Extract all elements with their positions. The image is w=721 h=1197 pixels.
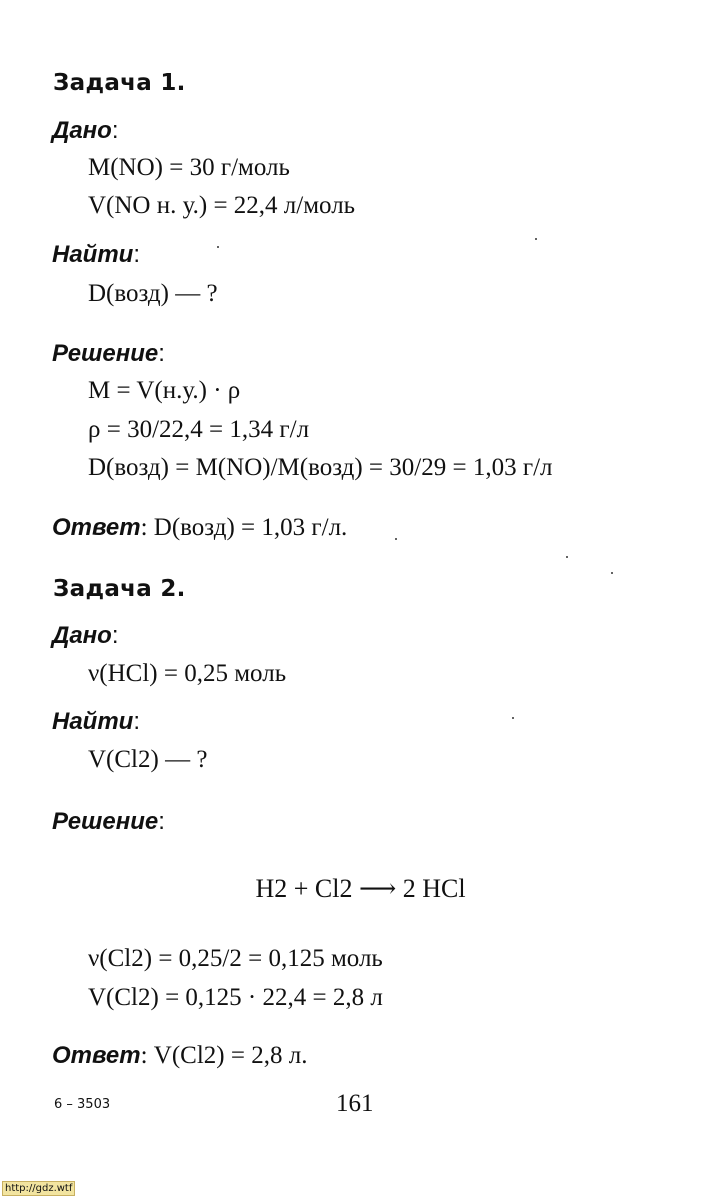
source-url-link[interactable]: http://gdz.wtf bbox=[2, 1181, 75, 1196]
task1-given-label: Дано: bbox=[52, 117, 119, 144]
task2-solution-label: Решение: bbox=[52, 808, 165, 835]
task1-answer: Ответ: D(возд) = 1,03 г/л. bbox=[52, 514, 348, 541]
task1-given-line: M(NO) = 30 г/моль bbox=[88, 154, 290, 181]
task1-solution-label: Решение: bbox=[52, 340, 165, 367]
reaction-equation: H2 + Cl2 ⟶ 2 HCl bbox=[255, 874, 466, 903]
scan-speck bbox=[611, 572, 613, 574]
task2-solution-line: V(Cl2) = 0,125 · 22,4 = 2,8 л bbox=[88, 984, 383, 1011]
task2-find-line: V(Cl2) — ? bbox=[88, 746, 208, 773]
task1-find-label: Найти: bbox=[52, 241, 141, 268]
scan-speck bbox=[566, 556, 568, 558]
task2-title: Задача 2. bbox=[53, 576, 186, 602]
task2-solution-line: ν(Cl2) = 0,25/2 = 0,125 моль bbox=[88, 945, 383, 972]
task1-solution-line: D(возд) = M(NO)/M(возд) = 30/29 = 1,03 г/л bbox=[88, 454, 553, 481]
print-code: 6 – 3503 bbox=[54, 1097, 111, 1112]
scan-speck bbox=[217, 246, 219, 248]
task2-answer: Ответ: V(Cl2) = 2,8 л. bbox=[52, 1042, 308, 1069]
task1-solution-line: ρ = 30/22,4 = 1,34 г/л bbox=[88, 416, 310, 443]
task1-find-line: D(возд) — ? bbox=[88, 280, 218, 307]
scan-speck bbox=[395, 538, 397, 540]
task1-solution-line: M = V(н.у.) · ρ bbox=[88, 377, 241, 404]
scan-speck bbox=[535, 238, 537, 240]
task2-find-label: Найти: bbox=[52, 708, 141, 735]
scan-speck bbox=[512, 717, 514, 719]
task1-title: Задача 1. bbox=[53, 70, 186, 96]
task2-given-label: Дано: bbox=[52, 622, 119, 649]
task1-given-line: V(NO н. у.) = 22,4 л/моль bbox=[88, 192, 356, 219]
page-number: 161 bbox=[336, 1090, 374, 1117]
task2-given-line: ν(HCl) = 0,25 моль bbox=[88, 660, 287, 687]
